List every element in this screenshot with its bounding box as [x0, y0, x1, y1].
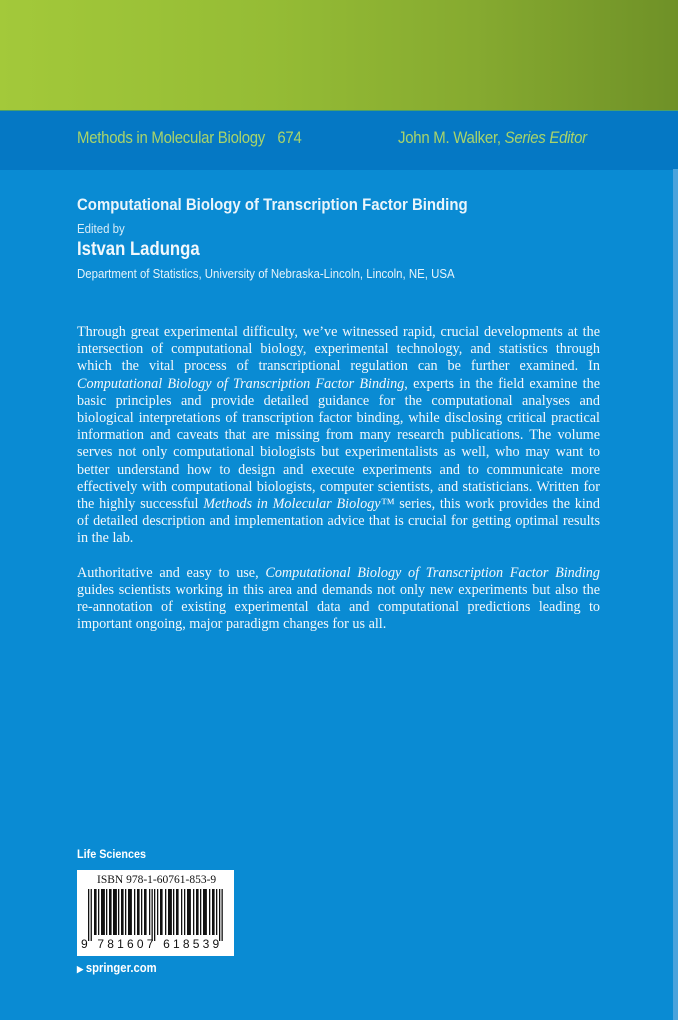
- isbn-barcode: [77, 870, 234, 956]
- book-title: Computational Biology of Transcription Factor Binding: [77, 195, 468, 214]
- series-band: [0, 110, 678, 170]
- book-editor-name: Istvan Ladunga: [77, 239, 200, 260]
- barcode-bars-icon: [88, 889, 223, 941]
- edited-by-label: Edited by: [77, 221, 125, 236]
- subject-category: Life Sciences: [77, 847, 147, 861]
- series-editor: John M. Walker, Series Editor: [398, 128, 587, 147]
- isbn-label: ISBN 978-1-60761-853-9: [97, 874, 217, 886]
- barcode-digits: 9 781607 618539: [81, 937, 223, 951]
- description-paragraph-2: Authoritative and easy to use, Computational Biology of Transcription Factor Binding guides scientists working in this area and demands not only new experiments but also the re-annotation of existing experimental data and computational predictions leading to important ongoing, major paradigm changes for us all.: [77, 564, 600, 633]
- play-arrow-icon: ▶: [77, 964, 84, 974]
- description-paragraph-1: Through great experimental difficulty, we’ve witnessed rapid, crucial developments at the intersection of computational biology, experimental technology, and statistics through which the vital process of transcriptional regulation can be further examined. In Computational Biology of Transcription Factor Binding, experts in the field examine the basic principles and provide detailed guidance for the computational analyses and biological interpretations of transcription factor binding, while disclosing critical practical information and caveats that are missing from many research publications. The volume serves not only computational biologists but experimentalists as well, who may want to better understand how to design and execute experiments and to communicate more effectively with computational biologists, computer scientists, and statisticians. Written for the highly successful Methods in Molecular Biology™ series, this work provides the kind of detailed description and implementation advice that is crucial for getting optimal results in the lab.: [77, 324, 600, 547]
- springer-website-link[interactable]: [77, 961, 157, 975]
- series-editor-role: Series Editor: [504, 128, 587, 147]
- editor-affiliation: Department of Statistics, University of Nebraska-Lincoln, Lincoln, NE, USA: [77, 266, 455, 281]
- book-header: [77, 195, 602, 281]
- springer-link-text[interactable]: springer.com: [85, 961, 157, 975]
- spine-edge: [673, 169, 678, 1020]
- cover-top-band: [0, 0, 678, 110]
- book-description: [77, 324, 600, 650]
- series-volume-number: 674: [277, 128, 302, 147]
- series-title: Methods in Molecular Biology 674: [77, 128, 302, 147]
